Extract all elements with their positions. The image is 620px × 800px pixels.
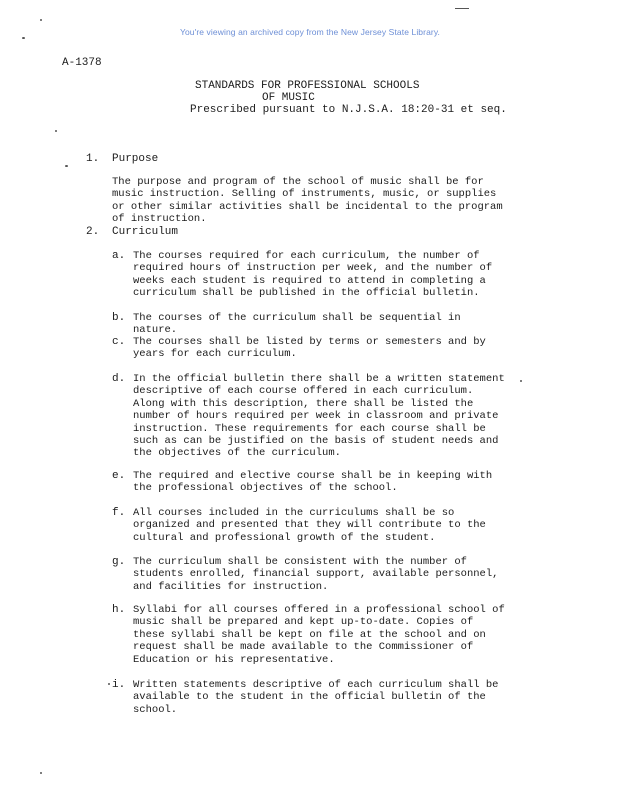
item-c-text: The courses shall be listed by terms or semesters and by years for each curriculum. [133,336,486,361]
item-h-text: Syllabi for all courses offered in a professional school of music shall be prepared and kept up-to-date. Copies of these syllabi shall be kept on file at the school and on request shall be made available to the Commissioner of Education or his representative. [133,604,505,666]
scan-speck [65,165,68,167]
scan-speck [40,19,42,21]
section-1-text: The purpose and program of the school of music shall be for music instruction. Selling of instruments, music, or supplies or other similar activities shall be incidental to the program of instruction. [112,176,503,226]
item-g-text: The curriculum shall be consistent with the number of students enrolled, financial support, available personnel, and facilities for instruction. [133,556,499,593]
item-f-letter: f. [112,507,126,519]
item-e-letter: e. [112,470,126,482]
scan-speck [55,130,57,132]
section-1-heading: Purpose [112,153,159,165]
item-b-letter: b. [112,312,126,324]
item-d-letter: d. [112,373,126,385]
document-id: A-1378 [62,57,102,69]
item-c-letter: c. [112,336,126,348]
title-line-1: STANDARDS FOR PROFESSIONAL SCHOOLS [195,80,420,92]
item-a-text: The courses required for each curriculum, the number of required hours of instruction per week, and the number of weeks each student is required to attend in completing a curriculum shall be published in the official bulletin. [133,250,493,300]
item-b-text: The courses of the curriculum shall be sequential in nature. [133,312,461,337]
scan-speck [22,37,25,39]
item-h-letter: h. [112,604,126,616]
scan-speck [108,683,110,685]
scan-speck [455,8,469,9]
item-i-letter: i. [112,679,126,691]
item-f-text: All courses included in the curriculums shall be so organized and presented that they will contribute to the cultural and professional growth of the student. [133,507,486,544]
archive-banner: You're viewing an archived copy from the New Jersey State Library. [179,27,441,37]
item-a-letter: a. [112,250,126,262]
item-e-text: The required and elective course shall be in keeping with the professional objectives of the school. [133,470,493,495]
title-line-2: OF MUSIC [262,92,315,104]
item-i-text: Written statements descriptive of each curriculum shall be available to the student in the official bulletin of the school. [133,679,499,716]
item-d-text: In the official bulletin there shall be a written statement descriptive of each course offered in each curriculum. Along with this description, there shall be listed the number of hours required per week in classroom and private instruction. These requirements for each course shall be such as can be justified on the basis of student needs and the objectives of the curriculum. [133,373,505,460]
scan-speck [40,772,42,774]
item-g-letter: g. [112,556,126,568]
section-2-heading: Curriculum [112,226,179,238]
title-line-3: Prescribed pursuant to N.J.S.A. 18:20-31 et seq. [190,104,507,116]
section-2-number: 2. [86,226,100,238]
section-1-number: 1. [86,153,100,165]
scan-speck [520,380,522,382]
